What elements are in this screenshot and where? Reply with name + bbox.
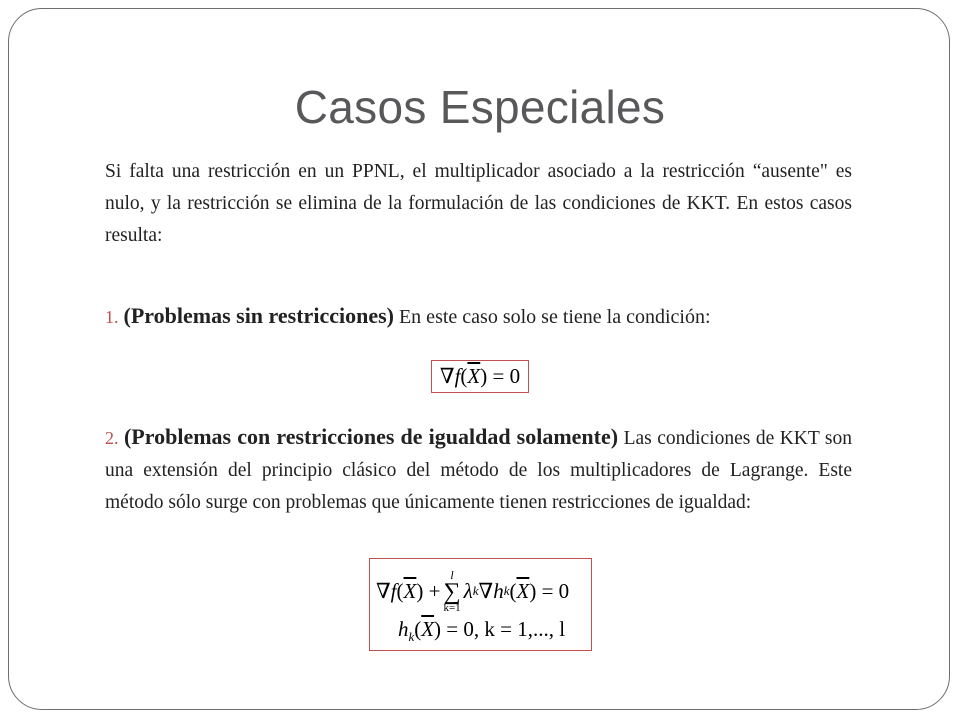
x-vector: $\overline{X}$ (467, 364, 481, 388)
f-symbol: f (454, 364, 461, 388)
lambda-symbol: λ (463, 578, 473, 603)
paren: ( (414, 617, 422, 641)
plus-sign: ) + (416, 578, 441, 603)
paren: ( (396, 578, 404, 603)
list-number-1: 1. (105, 307, 119, 327)
paren: ( (509, 578, 517, 603)
x-vector: $\overline{X}$ (403, 578, 417, 603)
x-vector: $\overline{X}$ (516, 578, 530, 603)
h-symbol: h (493, 578, 504, 603)
f-symbol: f (390, 578, 397, 603)
sum-lower-limit: k=1 (443, 601, 461, 614)
lagrange-conditions-formula (369, 558, 592, 651)
slide-title: Casos Especiales (294, 81, 666, 133)
constraint-rest: ) = 0, k = 1,..., l (434, 617, 566, 641)
lagrange-gradient-equation (376, 567, 586, 615)
list-item-2 (105, 421, 852, 519)
summation (443, 569, 460, 614)
nabla-symbol: ∇ (439, 364, 455, 388)
list-heading-1: (Problemas sin restricciones) (123, 303, 394, 328)
intro-paragraph: Si falta una restricción en un PPNL, el multiplicador asociado a la restricción “ausente" es nulo, y la restricción se elimina de la formulación de las condiciones de KKT. En estos casos resulta: (105, 161, 852, 246)
equals-zero: ) = 0 (480, 364, 521, 388)
list-text-1: En este caso solo se tiene la condición: (398, 306, 711, 328)
equality-constraint-equation (370, 617, 593, 645)
h-subscript: k (408, 629, 415, 644)
h-symbol: h (397, 617, 409, 641)
list-heading-2: (Problemas con restricciones de igualdad solamente) (123, 424, 619, 449)
gradient-zero-formula (431, 360, 529, 393)
equals-zero: ) = 0 (529, 578, 570, 603)
x-vector: $\overline{X}$ (421, 617, 435, 641)
list-number-2: 2. (105, 428, 119, 448)
lambda-subscript: k (472, 583, 479, 598)
nabla-symbol: ∇ (376, 578, 391, 603)
list-item-1 (105, 300, 852, 333)
sigma-symbol: ∑ (443, 578, 461, 605)
list-text-2: Las condiciones de KKT son una extensión del principio clásico del método de los multiplicadores de Lagrange. Este método sólo surge con problemas que únicamente tienen restricciones de igualdad: (105, 428, 853, 513)
h-subscript: k (503, 583, 510, 598)
nabla-symbol: ∇ (478, 578, 494, 603)
sum-upper-limit: l (450, 567, 454, 582)
paren: ( (460, 364, 468, 388)
